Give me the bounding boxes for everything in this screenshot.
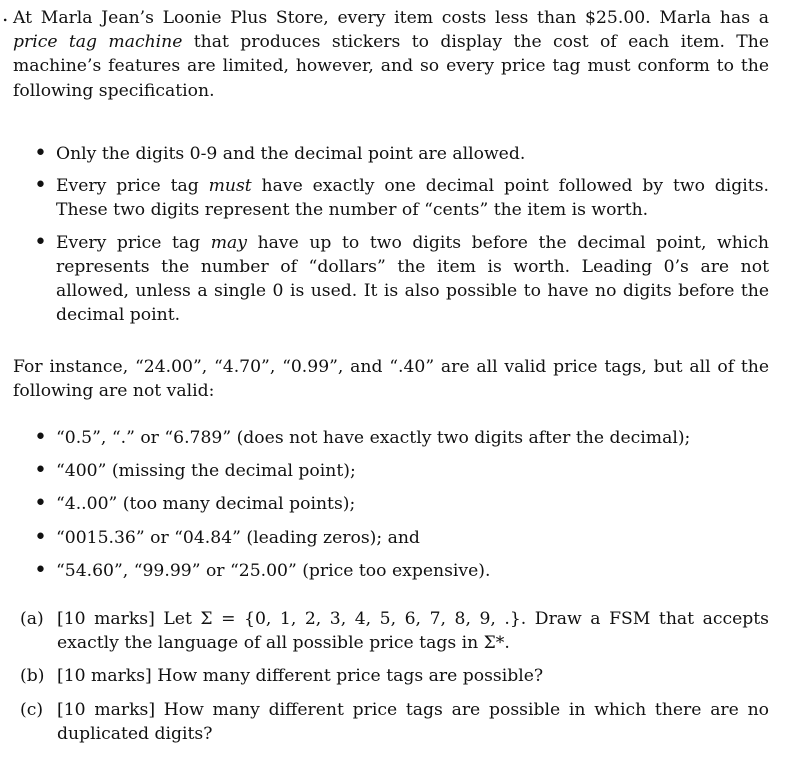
question-text: [10 marks] How many different price tags are possible in which there are no duplicated digits?: [57, 699, 769, 744]
instance-paragraph: For instance, “24.00”, “4.70”, “0.99”, and “.40” are all valid price tags, but all of the following are not valid:: [13, 357, 769, 402]
spec-rule-emphasis: may: [210, 232, 248, 253]
question-label: (b): [20, 666, 45, 687]
question-text: [10 marks] How many different price tags are possible?: [57, 666, 544, 687]
spec-rule-emphasis: must: [208, 176, 252, 197]
invalid-examples-list: [34, 426, 769, 592]
question-a: [20, 607, 769, 655]
question-label: (c): [20, 699, 44, 720]
spec-rule-digits: [34, 142, 769, 166]
invalid-example: • “0015.36” or “04.84” (leading zeros); and: [34, 526, 769, 550]
question-text: [10 marks] Let Σ = {0, 1, 2, 3, 4, 5, 6, 7, 8, 9, .}. Draw a FSM that accepts exactly the language of all possible price tags in Σ*.: [57, 609, 769, 654]
question-marker: .: [2, 2, 9, 26]
invalid-example: • “54.60”, “99.99” or “25.00” (price too expensive).: [34, 559, 769, 583]
question-b: [20, 664, 769, 688]
spec-rule-text: Every price tag: [56, 232, 211, 253]
invalid-example: • “0.5”, “.” or “6.789” (does not have exactly two digits after the decimal);: [34, 426, 769, 450]
intro-paragraph: [13, 6, 769, 103]
questions-list: [20, 607, 769, 755]
spec-rule-text: have up to two digits before the decimal point, which represents the number of “dollars” the item is worth. Leading 0’s are not allowed, unless a single 0 is used. It is also possible to have no digits before the decimal point.: [56, 232, 769, 326]
question-c: [20, 698, 769, 746]
spec-rule-text: Every price tag: [56, 176, 209, 197]
intro-text-end: that produces stickers to display the cost of each item. The machine’s features are limited, however, and so every price tag must conform to the following specification.: [13, 32, 770, 101]
invalid-example: • “4..00” (too many decimal points);: [34, 492, 769, 516]
question-label: (a): [20, 609, 44, 629]
invalid-example: • “400” (missing the decimal point);: [34, 459, 769, 483]
intro-emphasis: price tag machine: [13, 32, 183, 53]
spec-rule-cents: [34, 174, 769, 222]
intro-text-start: At Marla Jean’s Loonie Plus Store, every item costs less than $25.00. Marla has a: [13, 8, 769, 28]
spec-rule-dollars: [34, 231, 769, 328]
spec-rule-text: have exactly one decimal point followed by two digits. These two digits represent the number of “cents” the item is worth.: [56, 176, 769, 221]
spec-rule-text: Only the digits 0-9 and the decimal point are allowed.: [56, 144, 526, 164]
specification-list: [34, 142, 769, 335]
